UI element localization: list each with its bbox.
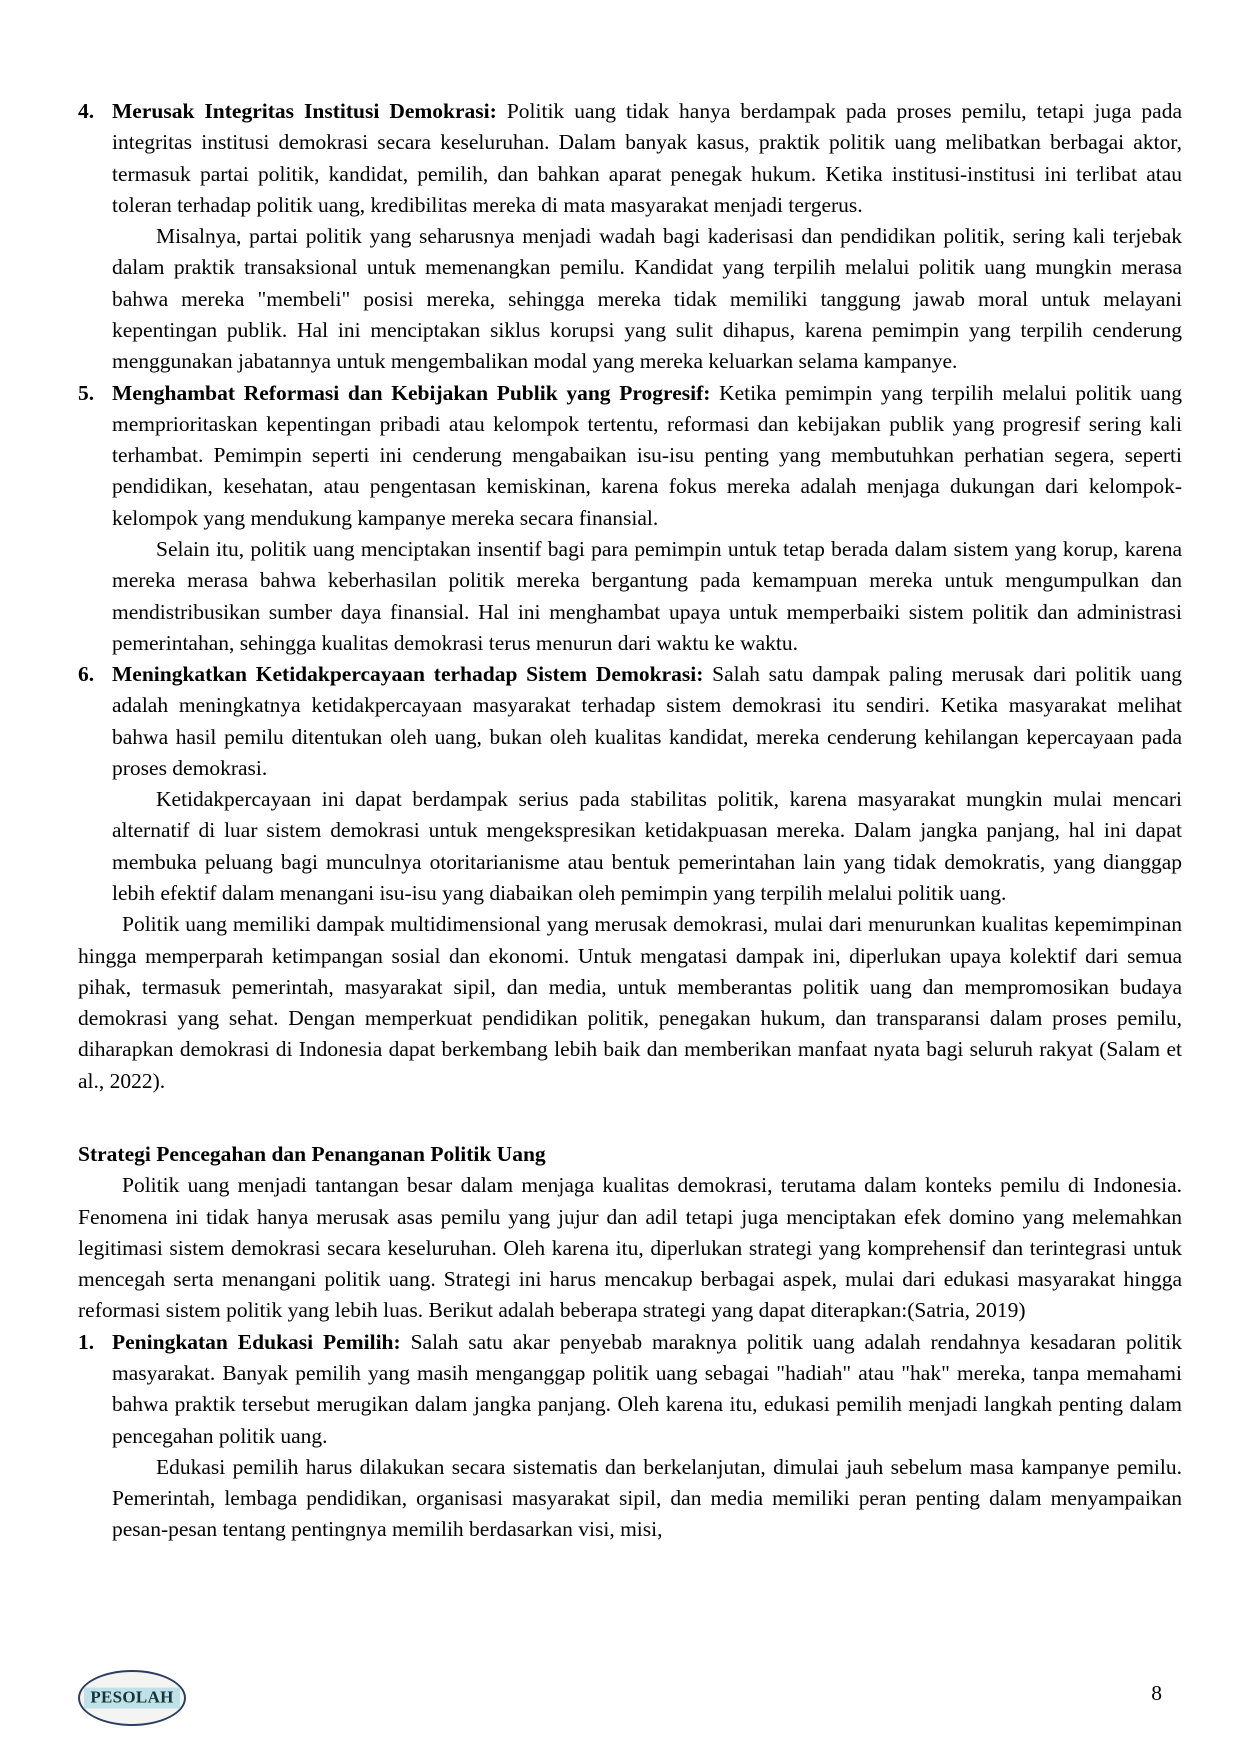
list-item-4-lead: Merusak Integritas Institusi Demokrasi:	[112, 99, 497, 123]
list-item-4	[78, 96, 1182, 221]
list-item-5-text: Ketika pemimpin yang terpilih melalui politik uang memprioritaskan kepentingan pribadi atau kelompok tertentu, reformasi dan kebijakan publik yang progresif sering kali terhambat. Pemimpin seperti ini cenderung mengabaikan isu-isu penting yang membutuhkan perhatian segera, seperti pendidikan, kesehatan, atau pengentasan kemiskinan, karena fokus mereka adalah menjaga dukungan dari kelompok-kelompok yang mendukung kampanye mereka secara finansial.	[112, 380, 1182, 530]
list-item-6-text: Salah satu dampak paling merusak dari politik uang adalah meningkatnya ketidakpercayaan masyarakat terhadap sistem demokrasi itu sendiri. Ketika masyarakat melihat bahwa hasil pemilu ditentukan oleh uang, bukan oleh kualitas kandidat, mereka cenderung kehilangan kepercayaan pada proses demokrasi.	[112, 662, 1182, 780]
pesolah-logo	[78, 1670, 186, 1726]
list-item-6	[78, 659, 1182, 784]
closing-paragraph: Politik uang memiliki dampak multidimensional yang merusak demokrasi, mulai dari menurunkan kualitas kepemimpinan hingga memperparah ketimpangan sosial dan ekonomi. Untuk mengatasi dampak ini, diperlukan upaya kolektif dari semua pihak, termasuk pemerintah, masyarakat sipil, dan media, untuk memberantas politik uang dan mempromosikan budaya demokrasi yang sehat. Dengan memperkuat pendidikan politik, penegakan hukum, dan transparansi dalam proses pemilu, diharapkan demokrasi di Indonesia dapat berkembang lebih baik dan memberikan manfaat nyata bagi seluruh rakyat (Salam et al., 2022).	[78, 912, 1182, 1093]
list-item-4-text: Politik uang tidak hanya berdampak pada proses pemilu, tetapi juga pada integritas institusi demokrasi secara keseluruhan. Dalam banyak kasus, praktik politik uang melibatkan berbagai aktor, termasuk partai politik, kandidat, pemilih, dan bahkan aparat penegak hukum. Ketika institusi-institusi ini terlibat atau toleran terhadap politik uang, kredibilitas mereka di mata masyarakat menjadi tergerus.	[112, 99, 1182, 217]
list-item-1-text: Salah satu akar penyebab maraknya politik uang adalah rendahnya kesadaran politik masyarakat. Banyak pemilih yang masih menganggap politik uang sebagai "hadiah" atau "hak" mereka, tanpa memahami bahwa praktik tersebut merugikan dalam jangka panjang. Oleh karena itu, edukasi pemilih menjadi langkah penting dalam pencegahan politik uang.	[112, 1329, 1182, 1448]
list-item-1-paragraph-2: Edukasi pemilih harus dilakukan secara sistematis dan berkelanjutan, dimulai jauh sebelum masa kampanye pemilu. Pemerintah, lembaga pendidikan, organisasi masyarakat sipil, dan media memiliki peran penting dalam menyampaikan pesan-pesan tentang pentingnya memilih berdasarkan visi, misi,	[112, 1454, 1182, 1542]
list-item-1	[78, 1327, 1182, 1452]
list-item-5-paragraph-2: Selain itu, politik uang menciptakan insentif bagi para pemimpin untuk tetap berada dalam sistem yang korup, karena mereka merasa bahwa keberhasilan politik mereka bergantung pada kemampuan mereka untuk mengumpulkan dan mendistribusikan sumber daya finansial. Hal ini menghambat upaya untuk memperbaiki sistem politik dan administrasi pemerintahan, sehingga kualitas demokrasi terus menurun dari waktu ke waktu.	[112, 536, 1182, 655]
list-marker-1: 1.	[78, 1329, 95, 1354]
section-spacer	[78, 1097, 1182, 1139]
list-item-5	[78, 378, 1182, 534]
section-heading: Strategi Pencegahan dan Penanganan Politik Uang	[78, 1142, 546, 1166]
page-number: 8	[1151, 1681, 1162, 1705]
list-item-1-lead: Peningkatan Edukasi Pemilih:	[112, 1329, 401, 1354]
list-marker-5: 5.	[78, 380, 95, 405]
list-marker-4: 4.	[78, 99, 95, 123]
list-item-4-paragraph-2: Misalnya, partai politik yang seharusnya menjadi wadah bagi kaderisasi dan pendidikan politik, sering kali terjebak dalam praktik transaksional untuk memenangkan pemilu. Kandidat yang terpilih melalui politik uang mungkin merasa bahwa mereka "membeli" posisi mereka, sehingga mereka tidak memiliki tanggung jawab moral untuk melayani kepentingan publik. Hal ini menciptakan siklus korupsi yang sulit dihapus, karena pemimpin yang terpilih cenderung menggunakan jabatannya untuk mengembalikan modal yang mereka keluarkan selama kampanye.	[112, 224, 1182, 374]
list-item-5-lead: Menghambat Reformasi dan Kebijakan Publik yang Progresif:	[112, 380, 711, 405]
page-footer	[0, 1634, 1240, 1754]
list-item-6-paragraph-2: Ketidakpercayaan ini dapat berdampak serius pada stabilitas politik, karena masyarakat mungkin mulai mencari alternatif di luar sistem demokrasi untuk mengekspresikan ketidakpuasan mereka. Dalam jangka panjang, hal ini dapat membuka peluang bagi munculnya otoritarianisme atau bentuk pemerintahan lain yang tidak demokratis, yang dianggap lebih efektif dalam menangani isu-isu yang diabaikan oleh pemimpin yang terpilih melalui politik uang.	[112, 787, 1182, 906]
list-marker-6: 6.	[78, 662, 95, 687]
list-item-6-lead: Meningkatkan Ketidakpercayaan terhadap Sistem Demokrasi:	[112, 662, 704, 687]
logo-label: PESOLAH	[84, 1688, 180, 1709]
section-intro-paragraph: Politik uang menjadi tantangan besar dalam menjaga kualitas demokrasi, terutama dalam konteks pemilu di Indonesia. Fenomena ini tidak hanya merusak asas pemilu yang jujur dan adil tetapi juga menciptakan efek domino yang melemahkan legitimasi sistem demokrasi secara keseluruhan. Oleh karena itu, diperlukan strategi yang komprehensif dan terintegrasi untuk mencegah serta menangani politik uang. Strategi ini harus mencakup berbagai aspek, mulai dari edukasi masyarakat hingga reformasi sistem politik yang lebih luas. Berikut adalah beberapa strategi yang dapat diterapkan:(Satria, 2019)	[78, 1173, 1182, 1323]
page-content	[78, 96, 1182, 1546]
